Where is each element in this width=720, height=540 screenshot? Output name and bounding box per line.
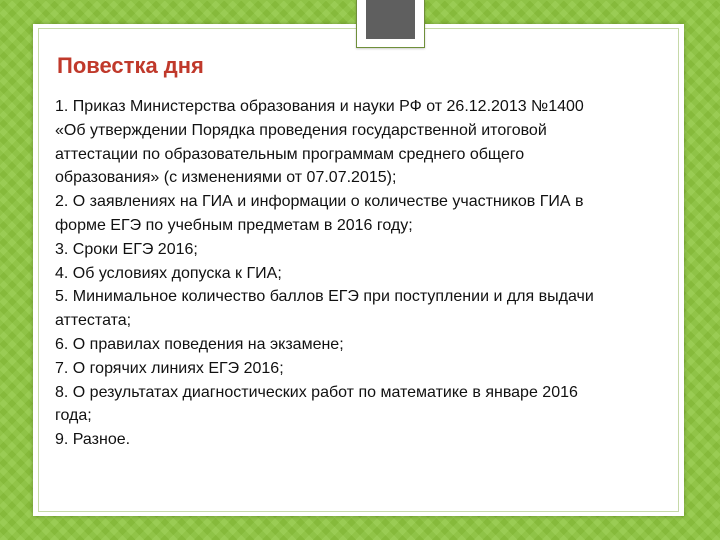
agenda-line: аттестации по образовательным программам среднего общего [55, 145, 525, 163]
slide-title: Повестка дня [57, 53, 204, 78]
agenda-line: 6. О правилах поведения на экзамене; [55, 335, 344, 353]
agenda-line: образования» (с изменениями от 07.07.2015); [55, 169, 397, 187]
agenda-line: 7. О горячих линиях ЕГЭ 2016; [55, 359, 284, 377]
agenda-list [55, 95, 671, 452]
agenda-line: 8. О результатах диагностических работ по математике в январе 2016 [55, 383, 578, 401]
agenda-line: года; [55, 407, 92, 425]
agenda-line: 9. Разное. [55, 431, 131, 449]
corner-tab-decoration [356, 0, 425, 48]
agenda-line: 3. Сроки ЕГЭ 2016; [55, 240, 198, 258]
agenda-line: аттестата; [55, 312, 132, 330]
agenda-line: форме ЕГЭ по учебным предметам в 2016 году; [55, 216, 413, 234]
agenda-line: 4. Об условиях допуска к ГИА; [55, 264, 282, 282]
agenda-line: 1. Приказ Министерства образования и науки РФ от 26.12.2013 №1400 [55, 98, 584, 115]
agenda-line: 2. О заявлениях на ГИА и информации о количестве участников ГИА в [55, 193, 584, 211]
agenda-line: «Об утверждении Порядка проведения государственной итоговой [55, 121, 547, 139]
agenda-line: 5. Минимальное количество баллов ЕГЭ при поступлении и для выдачи [55, 288, 594, 306]
corner-tab-fill [366, 0, 415, 39]
